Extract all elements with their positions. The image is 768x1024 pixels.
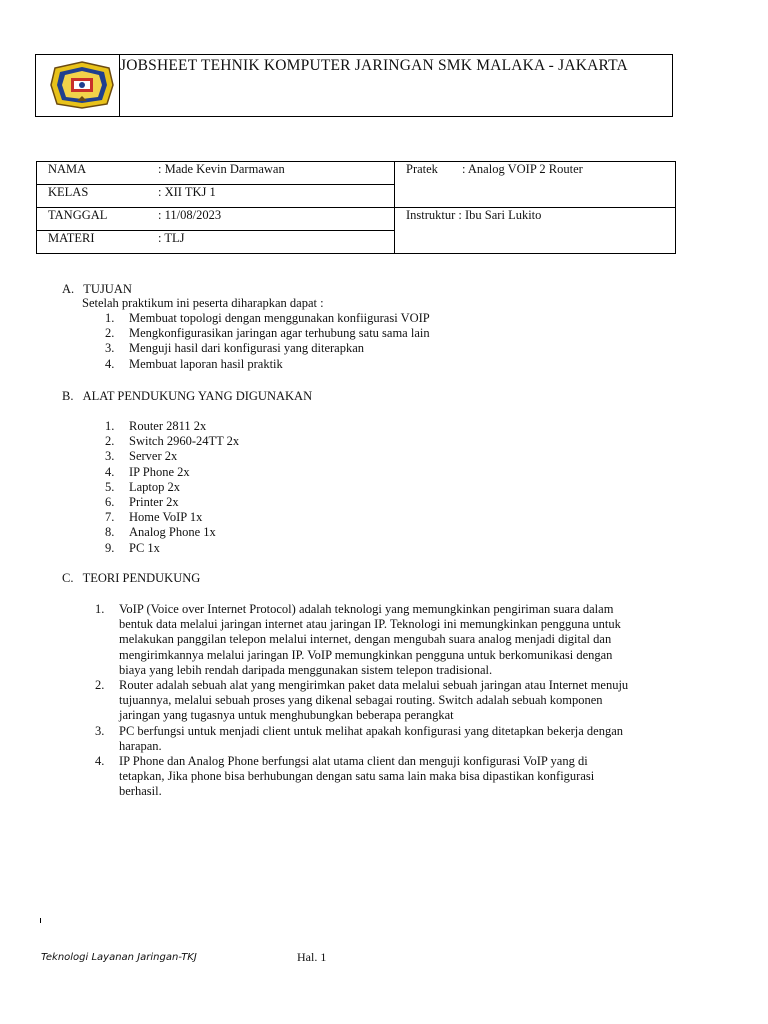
list-item: 1. VoIP (Voice over Internet Protocol) adalah teknologi yang memungkinkan pengiriman suara dalam bentuk data melalui jaringan internet atau jaringan IP. Teknologi ini memungkinkan pengguna untuk melakukan panggilan telepon melalui internet, dengan mengubah suara analog menjadi digital dan mengirimkannya melalui jaringan IP. VoIP memungkinkan pengguna untuk berkomunikasi dengan biaya yang lebih rendah daripada menggunakan sistem telepon tradisional. [95,602,621,677]
tanggal-label: TANGGAL [48,208,108,222]
section-b-marker: B. [62,389,74,403]
nama-label: NAMA [48,162,87,176]
section-a-list [105,311,430,372]
list-item: 5. Laptop 2x [105,479,181,494]
list-item: 2. Switch 2960-24TT 2x [105,434,240,449]
list-item: 4. IP Phone 2x [105,464,190,479]
pratek-label: Pratek [406,162,438,176]
pratek-cell [395,162,676,208]
section-c-heading [62,571,200,586]
header-title: JOBSHEET TEHNIK KOMPUTER JARINGAN SMK MALAKA - JAKARTA [120,57,628,74]
footer-page: Hal. 1 [297,950,327,964]
section-b-heading [62,389,312,404]
header-box [35,54,673,117]
footer-left: Teknologi Layanan Jaringan-TKJ [41,952,197,963]
list-item: 3. PC berfungsi untuk menjadi client untuk melihat apakah konfigurasi yang ditetapkan bekerja dengan harapan. [95,723,624,753]
list-item: 1. Membuat topologi dengan menggunakan konfiigurasi VOIP [105,311,430,325]
list-item: 3. Server 2x [105,449,178,464]
list-item: 2. Router adalah sebuah alat yang mengirimkan paket data melalui sebuah jaringan atau Internet menuju tujuannya, melalui sebuah proses yang dikenal sebagai routing. Switch adalah sebuah komponen jaringan yang tugasnya untuk menghubungkan beberapa perangkat [95,678,629,723]
section-b-list [105,419,240,556]
info-table [36,161,676,254]
tanggal-value: : 11/08/2023 [158,208,222,222]
section-c-marker: C. [62,571,74,585]
materi-value: : TLJ [158,231,185,245]
section-a-marker: A. [62,282,75,296]
school-logo-icon [47,60,117,110]
list-item: 9. PC 1x [105,540,160,555]
kelas-label: KELAS [48,185,89,199]
section-a-intro: Setelah praktikum ini peserta diharapkan dapat : [82,296,324,310]
list-item: 8. Analog Phone 1x [105,525,216,540]
section-a-title: TUJUAN [83,282,132,296]
list-item: 2. Mengkonfigurasikan jaringan agar terhubung satu sama lain [105,326,430,341]
list-item: 1. Router 2811 2x [105,419,207,433]
instruktur-cell [395,208,676,254]
nama-cell [37,162,395,185]
kelas-value: : XII TKJ 1 [158,185,216,199]
logo-cell [36,55,120,116]
section-c-title: TEORI PENDUKUNG [82,571,201,585]
materi-cell [37,231,395,254]
list-item: 3. Menguji hasil dari konfigurasi yang diterapkan [105,341,365,356]
list-item: 4. Membuat laporan hasil praktik [105,356,283,371]
kelas-cell [37,185,395,208]
materi-label: MATERI [48,231,95,245]
instruktur-text: Instruktur : Ibu Sari Lukito [406,208,542,222]
pratek-value: : Analog VOIP 2 Router [462,162,583,176]
section-a-heading [62,282,132,297]
tanggal-cell [37,208,395,231]
list-item: 4. IP Phone dan Analog Phone berfungsi alat utama client dan menguji konfigurasi VoIP yang di tetapkan, Jika phone bisa berhubungan dengan satu sama lain maka bisa dipastikan konfigurasi berhasil. [95,754,595,799]
list-item: 7. Home VoIP 1x [105,510,203,525]
cursor-mark [40,918,41,923]
section-c-list [95,602,719,800]
nama-value: : Made Kevin Darmawan [158,162,285,176]
list-item: 6. Printer 2x [105,495,179,510]
section-b-title: ALAT PENDUKUNG YANG DIGUNAKAN [82,389,313,403]
